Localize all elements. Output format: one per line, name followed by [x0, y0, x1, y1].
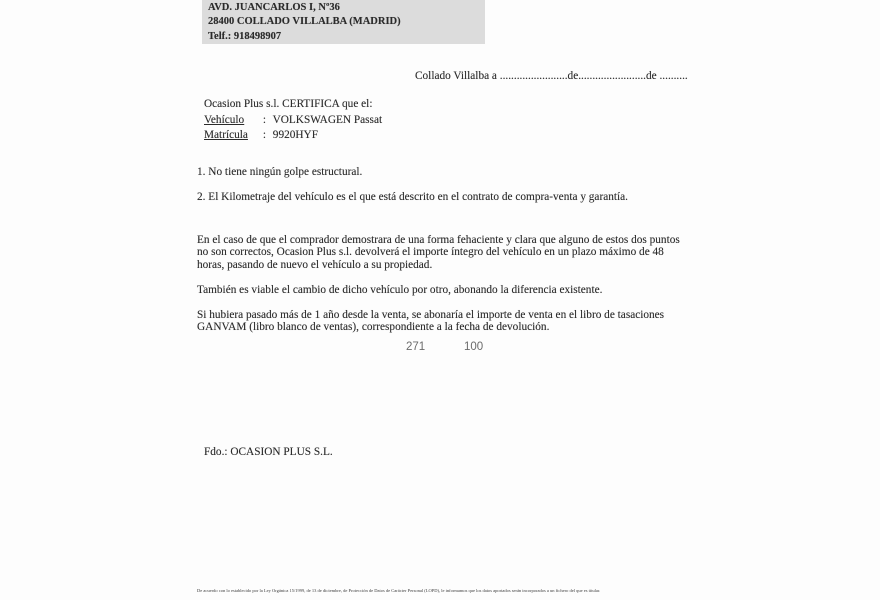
plate-row	[204, 129, 318, 141]
refund-paragraph: En el caso de que el comprador demostrara de una forma fehaciente y clara que alguno de estos dos puntos no son correctos, Ocasion Plus s.l. devolverá el importe íntegro del vehículo en un plazo máximo de 48 horas, pasando de nuevo el vehículo a su propiedad.	[197, 234, 680, 271]
address-line-city: 28400 COLLADO VILLALBA (MADRID)	[208, 16, 401, 28]
vehicle-colon: :	[262, 114, 266, 126]
address-line-phone: Telf.: 918498907	[208, 30, 282, 42]
exchange-paragraph: También es viable el cambio de dicho vehículo por otro, abonando la diferencia existente.	[197, 284, 603, 296]
plate-value: 9920HYF	[272, 129, 318, 141]
vehicle-row	[204, 114, 382, 126]
condition-point-1: 1. No tiene ningún golpe estructural.	[197, 166, 363, 178]
lopd-legal-footer: De acuerdo con lo establecido por la Ley Orgánica 15/1999, de 13 de diciembre, de Protección de Datos de Carácter Personal (LOPD), le informamos que los datos aportados serán incorporados a un fichero del que es titular.	[197, 588, 601, 593]
address-line-street: AVD. JUANCARLOS I, Nº36	[208, 2, 340, 13]
plate-label: Matrícula	[204, 129, 248, 141]
plate-colon: :	[262, 129, 266, 141]
date-fill-in-line: Collado Villalba a ........................de........................de ..........	[415, 70, 688, 82]
overlay-number-271: 271	[406, 341, 426, 353]
overlay-number-100: 100	[464, 341, 484, 353]
ganvam-paragraph: Si hubiera pasado más de 1 año desde la venta, se abonaría el importe de venta en el libro de tasaciones GANVAM (libro blanco de ventas), correspondiente a la fecha de devolución.	[197, 309, 665, 334]
signature-line: Fdo.: OCASION PLUS S.L.	[204, 446, 333, 458]
company-address-block	[202, 0, 485, 44]
vehicle-value: VOLKSWAGEN Passat	[272, 114, 383, 126]
certify-statement: Ocasion Plus s.l. CERTIFICA que el:	[204, 98, 373, 110]
vehicle-label: Vehículo	[204, 114, 245, 126]
condition-point-2: 2. El Kilometraje del vehículo es el que está descrito en el contrato de compra-venta y garantía.	[197, 191, 628, 203]
